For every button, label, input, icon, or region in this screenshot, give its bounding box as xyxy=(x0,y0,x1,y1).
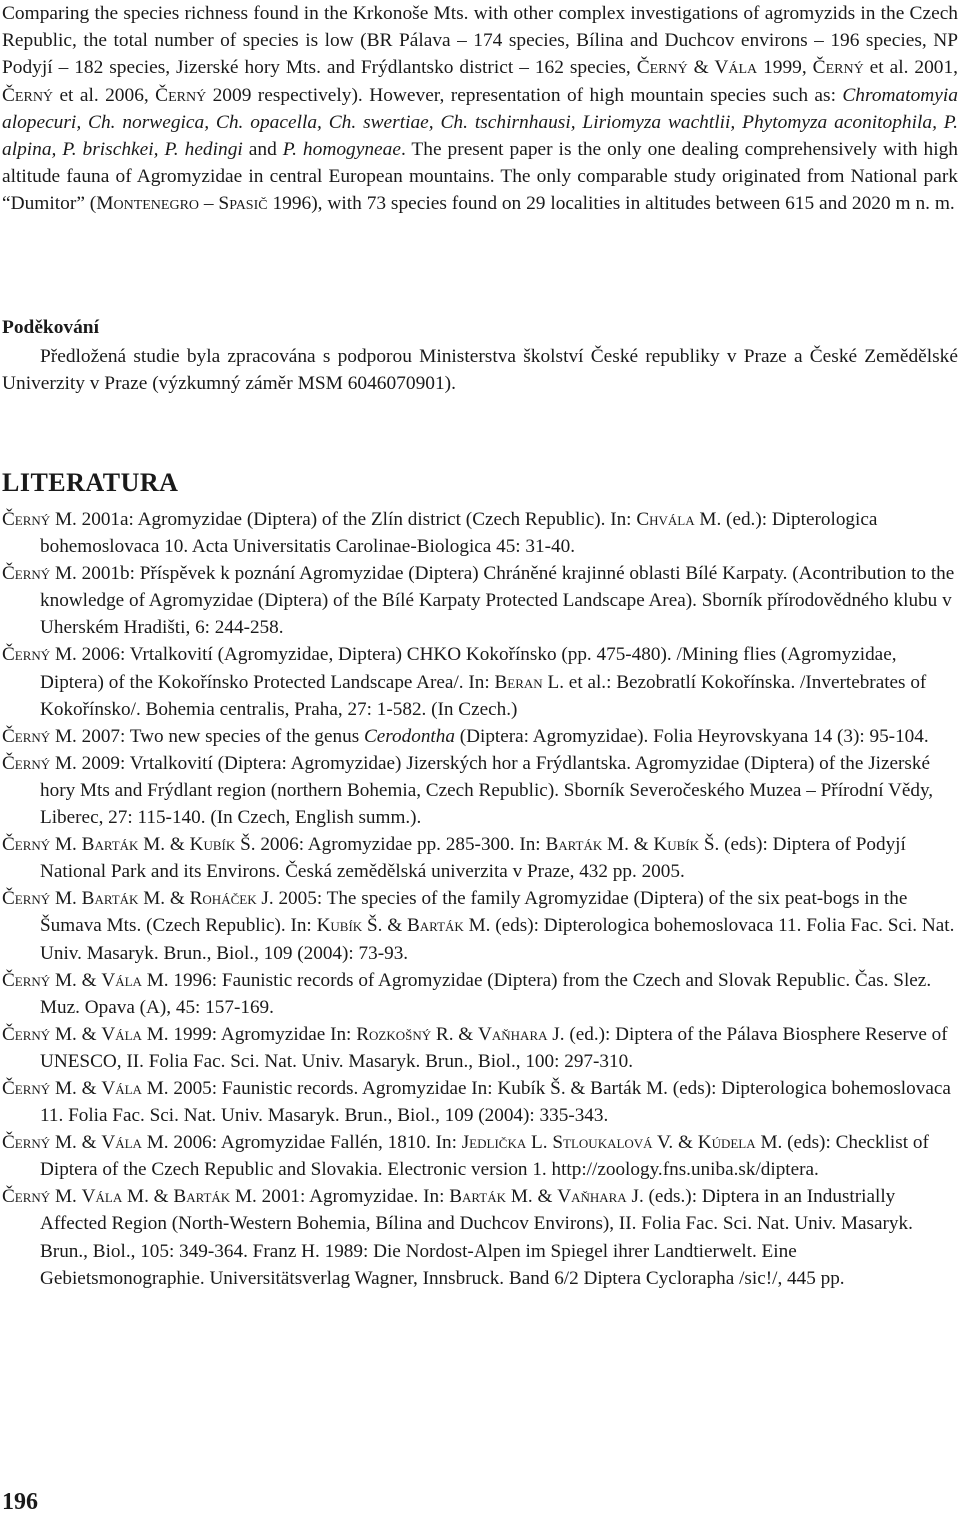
author-name: Černý xyxy=(812,57,864,79)
reference-author: Vála xyxy=(101,1132,142,1154)
reference-text: M. & xyxy=(138,888,190,910)
reference-text: M. xyxy=(50,834,82,856)
author-name: Montenegro – Spasič xyxy=(96,193,268,215)
reference-author: Černý xyxy=(2,1132,51,1154)
reference-text: V. & xyxy=(652,1132,698,1154)
genus-name: Cerodontha xyxy=(363,725,455,747)
reference-item xyxy=(2,1075,958,1129)
reference-text: M. 2006: Vrtalkovití (Agromyzidae, Diptera) CHKO Kokořínsko (pp. 475-480). /Mining flies (Agromyzidae, Diptera) of the Kokořínsko Protected Landscape Area/. In: xyxy=(40,644,897,693)
reference-author: Jedlička xyxy=(461,1132,527,1154)
reference-item xyxy=(2,506,958,560)
reference-author: Beran xyxy=(494,671,543,693)
intro-text: et al. 2001, xyxy=(863,57,959,79)
reference-author: Černý xyxy=(2,1186,51,1208)
reference-author: Roháček xyxy=(189,888,257,910)
reference-author: Černý xyxy=(2,969,51,991)
reference-author: Černý xyxy=(2,834,51,856)
reference-text: M. & xyxy=(122,1186,174,1208)
intro-text: et al. 2006, xyxy=(53,84,156,106)
reference-author: Vaňhara xyxy=(557,1186,627,1208)
reference-item xyxy=(2,1021,958,1075)
page-number: 196 xyxy=(2,1489,38,1515)
reference-text: M. (ed.): Dipterologica bohemoslovaca 10. Acta Universitatis Carolinae-Biologica 45: 31-40. xyxy=(40,509,878,558)
reference-author: Černý xyxy=(2,725,51,747)
literature-heading: LITERATURA xyxy=(2,468,179,497)
reference-author: Barták xyxy=(173,1186,231,1208)
reference-text: J. 2005: The species of the family Agromyzidae (Diptera) of the six peat-bogs in the Šumava Mts. (Czech Republic). In: xyxy=(40,888,908,937)
reference-item xyxy=(2,560,958,641)
reference-item xyxy=(2,831,958,885)
reference-author: Černý xyxy=(2,563,51,585)
reference-author: Kubík xyxy=(316,915,363,937)
reference-text: M. & xyxy=(50,1023,102,1045)
reference-author: Černý xyxy=(2,509,51,530)
reference-author: Černý xyxy=(2,1077,51,1099)
reference-text: L. xyxy=(526,1132,553,1154)
reference-text: M. xyxy=(50,1186,82,1208)
reference-text: R. & xyxy=(431,1023,479,1045)
reference-item xyxy=(2,885,958,966)
reference-author: Kúdela xyxy=(697,1132,756,1154)
reference-author: Vála xyxy=(81,1186,123,1208)
reference-text: M. 2007: Two new species of the genus xyxy=(50,725,364,747)
reference-item xyxy=(2,1129,958,1183)
species-list: Chromatomyia alopecuri, Ch. norwegica, Ch. opacella, Ch. swertiae, Ch. tschirnhausi, Liriomyza wachtlii, Phytomyza aconitophila, P. alpina, P. brischkei, P. hedingi xyxy=(2,84,958,161)
reference-text: M. (eds): Checklist of Diptera of the Czech Republic and Slovakia. Electronic version 1. http://zoology.fns.uniba.sk/diptera. xyxy=(40,1132,929,1181)
reference-text: M. & xyxy=(50,969,102,991)
intro-text: 2009 respectively). However, representation of high mountain species such as: xyxy=(206,84,843,106)
species-name: P. homogyneae xyxy=(282,139,401,161)
reference-text: M. 1999: Agromyzidae In: xyxy=(141,1023,357,1045)
reference-text: M. 2009: Vrtalkovití (Diptera: Agromyzidae) Jizerských hor a Frýdlantska. Agromyzidae (Diptera) of the Jizerské hory Mts and Frýdlant region (northern Bohemia, Czech Republic). Sborník Severočeského Muzea – Přírodní Vědy, Liberec, 27: 115-140. (In Czech, English summ.). xyxy=(40,752,934,829)
reference-author: Černý xyxy=(2,752,51,774)
reference-author: Barták xyxy=(545,834,603,856)
author-name: Černý & Vála xyxy=(636,57,758,79)
author-name: Černý xyxy=(2,84,54,106)
reference-author: Černý xyxy=(2,888,51,910)
reference-author: Stloukalová xyxy=(552,1132,653,1154)
reference-author: Vála xyxy=(101,1077,142,1099)
reference-author: Černý xyxy=(2,1023,51,1045)
reference-author: Barták xyxy=(449,1186,507,1208)
reference-author: Barták xyxy=(407,915,464,937)
reference-item xyxy=(2,723,958,750)
intro-text: Comparing the species richness found in the Krkonoše Mts. with other complex investigations of agromyzids in the Czech Republic, the total number of species is low (BR Pálava – 174 species, Bílina and Duchcov environs – 196 species, NP Podyjí – 182 species, Jizerské hory Mts. and Frýdlantsko district – 162 species, xyxy=(2,3,958,79)
reference-author: Rozkošný xyxy=(356,1023,432,1045)
reference-author: Barták xyxy=(81,888,139,910)
reference-text: M. 2001: Agromyzidae. In: xyxy=(230,1186,450,1208)
reference-author: Vaňhara xyxy=(478,1023,548,1045)
reference-text: M. & xyxy=(602,834,654,856)
reference-item xyxy=(2,967,958,1021)
reference-author: Barták xyxy=(81,834,139,856)
reference-text: M. 2005: Faunistic records. Agromyzidae In: Kubík Š. & Barták M. (eds): Dipterologica bohemoslovaca 11. Folia Fac. Sci. Nat. Univ. Masaryk. Brun., Biol., 109 (2004): 335-343. xyxy=(40,1077,951,1127)
reference-author: Vála xyxy=(101,969,142,991)
reference-text: M. & xyxy=(506,1186,558,1208)
reference-text: Š. & xyxy=(362,915,407,937)
reference-text: M. & xyxy=(50,1132,102,1154)
reference-text: Š. 2006: Agromyzidae pp. 285-300. In: xyxy=(235,834,546,856)
reference-text: Š. (eds): Diptera of Podyjí National Park and its Environs. Česká zemědělská univerzita v Praze, 432 pp. 2005. xyxy=(40,834,906,883)
reference-text: M. xyxy=(50,888,82,910)
reference-text: M. 2006: Agromyzidae Fallén, 1810. In: xyxy=(141,1132,462,1154)
acknowledgements-heading: Poděkování xyxy=(2,317,99,338)
reference-author: Kubík xyxy=(653,834,700,856)
reference-author: Chvála xyxy=(636,509,695,530)
reference-author: Vála xyxy=(101,1023,142,1045)
reference-item xyxy=(2,1183,958,1291)
reference-author: Černý xyxy=(2,644,51,666)
acknowledgements-text: Předložená studie byla zpracována s podporou Ministerstva školství České republiky v Praze a České Zemědělské Univerzity v Praze (výzkumný záměr MSM 6046070901). xyxy=(2,346,958,395)
reference-text: M. & xyxy=(138,834,190,856)
reference-text: L. et al.: Bezobratlí Kokořínska. /Invertebrates of Kokořínsko/. Bohemia centralis, Praha, 27: 1-582. (In Czech.) xyxy=(40,671,927,720)
reference-text: M. & xyxy=(50,1077,102,1099)
intro-text: and xyxy=(242,139,283,161)
intro-text: 1999, xyxy=(757,57,813,79)
reference-item xyxy=(2,750,958,831)
reference-text: (Diptera: Agromyzidae). Folia Heyrovskyana 14 (3): 95-104. xyxy=(454,725,929,747)
reference-list xyxy=(2,506,958,1292)
author-name: Černý xyxy=(155,84,207,106)
reference-text: J. (eds.): Diptera in an Industrially Affected Region (North-Western Bohemia, Bílina and Duchcov Environs), II. Folia Fac. Sci. Nat. Univ. Masaryk. Brun., Biol., 105: 349-364. Franz H. 1989: Die Nordost-Alpen im Spiegel ihrer Landtierwelt. Eine Gebietsmonographie. Universitätsverlag Wagner, Innsbruck. Band 6/2 Diptera Cyclorapha /sic!/, 445 pp. xyxy=(40,1186,913,1289)
reference-text: M. 1996: Faunistic records of Agromyzidae (Diptera) from the Czech and Slovak Republic. Čas. Slez. Muz. Opava (A), 45: 157-169. xyxy=(40,969,932,1018)
intro-text: 1996), with 73 species found on 29 localities in altitudes between 615 and 2020 m n. m. xyxy=(267,193,955,215)
intro-paragraph xyxy=(2,0,958,218)
reference-text: M. 2001b: Příspěvek k poznání Agromyzidae (Diptera) Chráněné krajinné oblasti Bílé Karpaty. (Acontribution to the knowledge of Agromyzidae (Diptera) of the Bílé Karpaty Protected Landscape Area). Sborník přírodovědného klubu v Uherském Hradišti, 6: 244-258. xyxy=(40,563,955,639)
reference-text: J. (ed.): Diptera of the Pálava Biosphere Reserve of UNESCO, II. Folia Fac. Sci. Nat. Univ. Masaryk. Brun., Biol., 100: 297-310. xyxy=(40,1023,948,1072)
reference-text: M. 2001a: Agromyzidae (Diptera) of the Zlín district (Czech Republic). In: xyxy=(50,509,637,530)
reference-item xyxy=(2,641,958,722)
intro-text: . The present paper is the only one dealing comprehensively with high altitude fauna of Agromyzidae in central European mountains. The only comparable study originated from National park “Dumitor” ( xyxy=(2,139,958,215)
reference-text: M. (eds): Dipterologica bohemoslovaca 11. Folia Fac. Sci. Nat. Univ. Masaryk. Brun., Biol., 109 (2004): 73-93. xyxy=(40,915,955,964)
reference-author: Kubík xyxy=(189,834,236,856)
